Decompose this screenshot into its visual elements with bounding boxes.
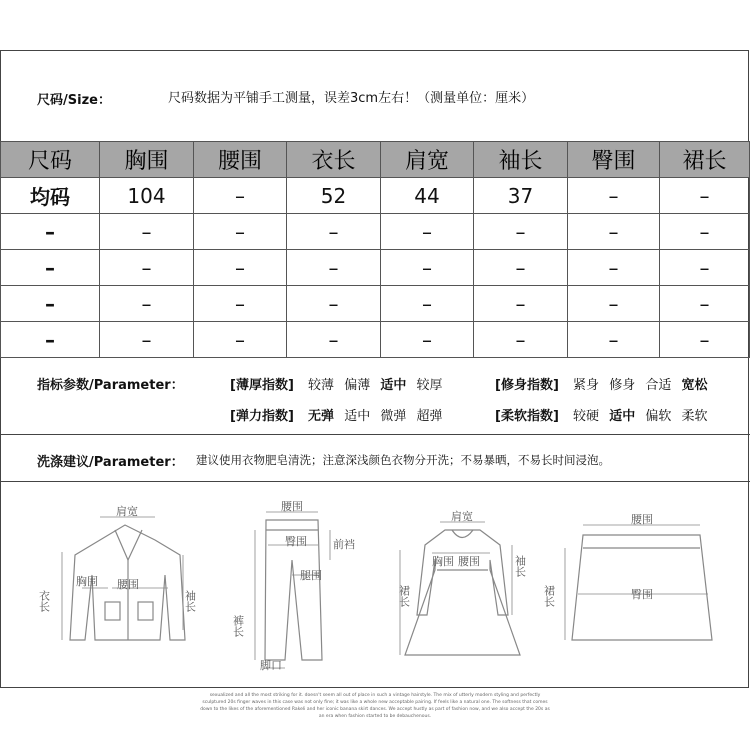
label: 裤长 <box>231 615 245 637</box>
label: 袖长 <box>513 555 527 577</box>
elasticity-index <box>230 405 449 424</box>
table-cell: – <box>194 250 287 286</box>
table-cell: – <box>660 178 750 214</box>
table-cell: – <box>660 286 750 322</box>
table-cell: – <box>660 322 750 358</box>
option-selected: 适中 <box>609 409 636 424</box>
table-cell: – <box>1 322 100 358</box>
table-cell: – <box>287 250 381 286</box>
table-row <box>1 178 750 214</box>
table-cell: – <box>474 214 568 250</box>
footer-text: sexualized and all the most striking for it. doesn't seem all out of place in such a vintage hairstyle. The mix of utterly modern styling and perfectly sculptured 20s finger waves in this case was not only fine; it was like a whole new acceptable pairing. If feels like a natural one. The softness that comes down to the likes of the aforementioned Rakeli and her iconic banana skirt dances. We accept hustly as part of fashion now, and we also accept the 20s as an era when fashion started to be debauchenous. <box>200 693 550 719</box>
table-cell: – <box>381 322 474 358</box>
option: 偏薄 <box>344 378 371 393</box>
table-cell: – <box>474 286 568 322</box>
fit-index <box>495 374 714 393</box>
option: 合适 <box>645 378 672 393</box>
divider <box>0 481 750 482</box>
option: 微弹 <box>380 409 407 424</box>
table-cell: 52 <box>287 178 381 214</box>
table-cell: – <box>660 250 750 286</box>
option: 较薄 <box>308 378 335 393</box>
table-cell: – <box>1 250 100 286</box>
option: 偏软 <box>645 409 672 424</box>
washing-label: 洗涤建议/Parameter： <box>37 455 184 470</box>
label: 胸围 <box>76 575 98 588</box>
table-cell: – <box>568 322 660 358</box>
option: 较厚 <box>416 378 443 393</box>
option: 柔软 <box>681 409 708 424</box>
table-cell: – <box>381 286 474 322</box>
header-cell: 腰围 <box>194 142 287 178</box>
thickness-index <box>230 374 449 393</box>
elasticity-key: [弹力指数] <box>230 409 294 424</box>
washing-text: 建议使用衣物肥皂清洗；注意深浅颜色衣物分开洗；不易暴晒，不易长时间浸泡。 <box>196 453 610 467</box>
table-row <box>1 214 750 250</box>
table-cell: – <box>194 178 287 214</box>
header-cell: 袖长 <box>474 142 568 178</box>
table-cell: – <box>474 250 568 286</box>
softness-index <box>495 405 714 424</box>
label: 脚口 <box>260 659 282 672</box>
label: 肩宽 <box>451 510 473 523</box>
label: 胸围 <box>432 555 454 568</box>
option-selected: 宽松 <box>681 378 708 393</box>
header-cell: 臀围 <box>568 142 660 178</box>
label: 腿围 <box>300 569 322 582</box>
option: 超弹 <box>416 409 443 424</box>
label: 袖长 <box>183 590 197 612</box>
table-cell: – <box>568 178 660 214</box>
label: 衣长 <box>37 590 51 612</box>
table-cell: – <box>194 322 287 358</box>
table-cell: – <box>568 286 660 322</box>
option: 适中 <box>344 409 371 424</box>
label: 腰围 <box>458 555 480 568</box>
size-note: 尺码数据为平铺手工测量，误差3cm左右！（测量单位：厘米） <box>168 91 535 106</box>
table-cell: – <box>660 214 750 250</box>
table-cell: – <box>568 214 660 250</box>
table-cell: – <box>474 322 568 358</box>
label: 前裆 <box>333 538 355 551</box>
label: 臀围 <box>631 588 653 601</box>
table-cell: – <box>287 322 381 358</box>
option-selected: 无弹 <box>308 409 335 424</box>
table-cell: 104 <box>100 178 194 214</box>
softness-key: [柔软指数] <box>495 409 559 424</box>
table-cell: – <box>100 250 194 286</box>
table-cell: 44 <box>381 178 474 214</box>
measurement-diagrams <box>0 490 750 685</box>
table-cell: – <box>287 214 381 250</box>
table-row <box>1 286 750 322</box>
table-cell: – <box>1 214 100 250</box>
label: 腰围 <box>631 513 653 526</box>
table-cell: – <box>1 286 100 322</box>
size-label: 尺码/Size： <box>37 93 111 108</box>
table-cell: – <box>100 286 194 322</box>
table-cell: – <box>287 286 381 322</box>
table-cell: – <box>568 250 660 286</box>
label: 肩宽 <box>116 505 138 518</box>
table-row <box>1 322 750 358</box>
table-cell: – <box>381 214 474 250</box>
header-cell: 胸围 <box>100 142 194 178</box>
label: 裙长 <box>542 585 556 607</box>
table-cell: – <box>194 286 287 322</box>
fit-key: [修身指数] <box>495 378 559 393</box>
header-cell: 肩宽 <box>381 142 474 178</box>
header-cell: 尺码 <box>1 142 100 178</box>
table-cell: – <box>100 214 194 250</box>
table-cell: – <box>381 250 474 286</box>
dress-diagram-icon <box>405 530 520 655</box>
option: 修身 <box>609 378 636 393</box>
divider <box>0 434 750 435</box>
table-cell: – <box>194 214 287 250</box>
header-cell: 衣长 <box>287 142 381 178</box>
option-selected: 适中 <box>380 378 407 393</box>
table-cell: 均码 <box>1 178 100 214</box>
label: 腰围 <box>281 500 303 513</box>
table-cell: 37 <box>474 178 568 214</box>
table-header-row <box>1 142 750 178</box>
table-row <box>1 250 750 286</box>
option: 较硬 <box>573 409 600 424</box>
table-cell: – <box>100 322 194 358</box>
label: 裙长 <box>397 585 411 607</box>
header-cell: 裙长 <box>660 142 750 178</box>
label: 臀围 <box>285 535 307 548</box>
parameter-label: 指标参数/Parameter： <box>37 378 184 393</box>
size-section <box>0 50 750 140</box>
label: 腰围 <box>117 578 139 591</box>
size-table <box>0 141 750 358</box>
thickness-key: [薄厚指数] <box>230 378 294 393</box>
option: 紧身 <box>573 378 600 393</box>
